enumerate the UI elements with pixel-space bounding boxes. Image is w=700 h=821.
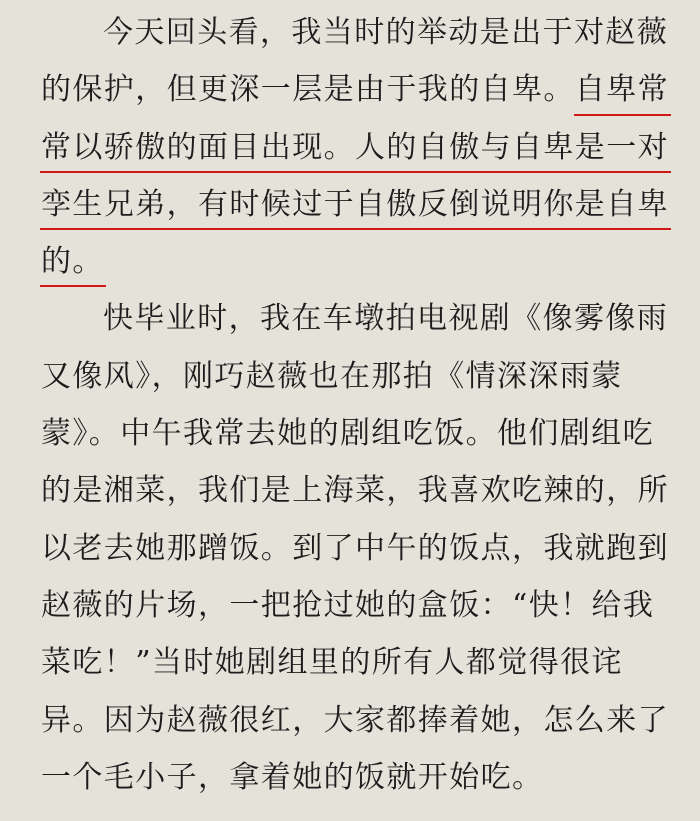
text-span: 菜吃！”当时她剧组里的所有人都觉得很诧 [41, 645, 623, 681]
highlighted-text: 孪生兄弟，有时候过于自傲反倒说明你是自卑 [41, 176, 669, 233]
text-line [41, 692, 669, 749]
text-span: 的保护，但更深一层是由于我的自卑。 [41, 72, 575, 108]
text-line [41, 176, 669, 233]
text-line [41, 4, 669, 61]
text-span: 蒙》。中午我常去她的剧组吃饭。他们剧组吃 [41, 416, 654, 452]
text-line [41, 348, 656, 405]
text-line [41, 119, 669, 176]
text-line [41, 634, 656, 691]
text-span: 今天回头看，我当时的举动是出于对赵薇 [103, 15, 669, 50]
text-line [41, 290, 669, 347]
highlighted-text: 的。 [41, 233, 104, 290]
text-span: 又像风》，刚巧赵薇也在那拍《情深深雨蒙 [41, 358, 623, 394]
text-line [41, 233, 656, 290]
highlighted-text: 自卑常 [575, 61, 669, 118]
highlighted-text: 常以骄傲的面目出现。人的自傲与自卑是一对 [41, 119, 669, 176]
text-line [41, 749, 656, 806]
text-line [41, 405, 656, 462]
text-line [41, 462, 669, 519]
text-span: 赵薇的片场，一把抢过她的盒饭：“快！给我 [41, 587, 655, 623]
text-span: 异。因为赵薇很红，大家都捧着她，怎么来了 [41, 702, 669, 738]
text-span: 一个毛小子，拿着她的饭就开始吃。 [41, 759, 544, 795]
text-span: 快毕业时，我在车墩拍电视剧《像雾像雨 [103, 301, 669, 337]
text-line [41, 577, 656, 634]
text-span: 的是湘菜，我们是上海菜，我喜欢吃辣的，所 [41, 473, 669, 509]
text-line [41, 520, 669, 577]
text-line [41, 61, 670, 118]
text-span: 以老去她那蹭饭。到了中午的饭点，我就跑到 [41, 530, 669, 566]
